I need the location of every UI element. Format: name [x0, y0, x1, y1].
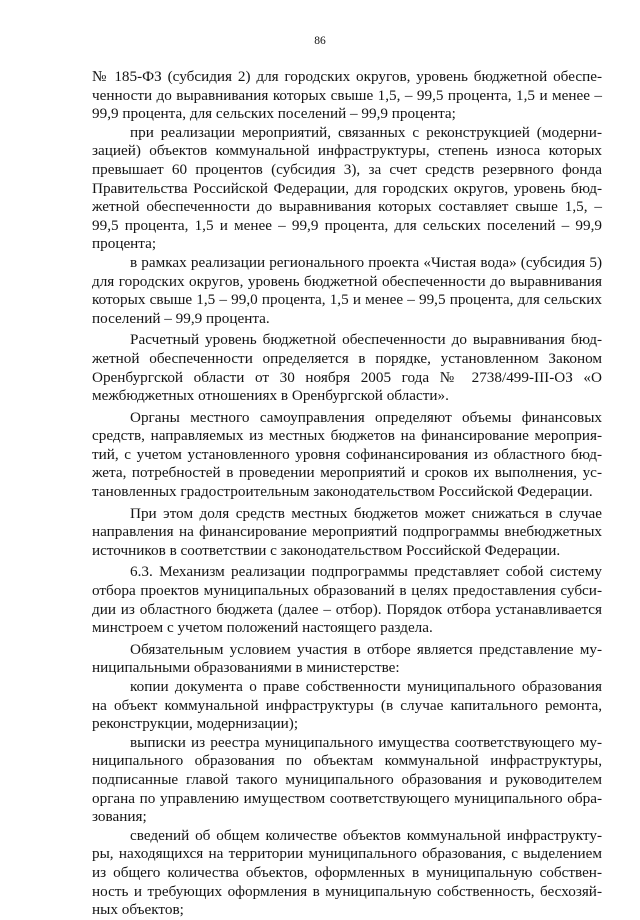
paragraph: Расчетный уровень бюджетной обеспеченности до выравнивания бюджетной обеспеченности определяется в порядке, установленном Законом Оренбургской области от 30 ноября 2005 года № 2738/499-III-ОЗ «О межбюджетных отношениях в Оренбургской области».	[92, 331, 602, 405]
paragraph: в рамках реализации регионального проекта «Чистая вода» (субсидия 5) для городских округов, уровень бюджетной обеспеченности до выравнивания которых свыше 1,5 – 99,0 процента, 1,5 и менее – 99,5 процента, для сельских поселений – 99,9 процента.	[92, 253, 602, 327]
paragraph: 6.3. Механизм реализации подпрограммы представляет собой систему отбора проектов муниципальных образований в целях предоставления субсидии из областного бюджета (далее – отбор). Порядок отбора устанавливается минстроем с учетом положений настоящего раздела.	[92, 563, 602, 637]
list-item: копии документа о праве собственности муниципального образования на объект коммунальной инфраструктуры (в случае капитального ремонта, реконструкции, модернизации);	[92, 678, 602, 733]
paragraph: при реализации мероприятий, связанных с реконструкцией (модернизацией) объектов коммунальной инфраструктуры, степень износа которых превышает 60 процентов (субсидия 3), за счет средств резервного фонда Правительства Российской Федерации, для городских округов, уровень бюджетной обеспеченности до выравнивания которых составляет свыше 1,5, – 99,5 процента, 1,5 и менее – 99,9 процента, для сельских поселений – 99,9 процента;	[92, 123, 602, 253]
list-item: выписки из реестра муниципального имущества соответствующего муниципального образования по объектам коммунальной инфраструктуры, подписанные главой такого муниципального образования и руководителем органа по управлению имуществом соответствующего муниципального образования;	[92, 733, 602, 826]
paragraph: № 185-ФЗ (субсидия 2) для городских округов, уровень бюджетной обеспеченности до выравнивания которых свыше 1,5, – 99,5 процента, 1,5 и менее – 99,9 процента, для сельских поселений – 99,9 процента;	[92, 68, 602, 123]
document-body	[92, 68, 602, 920]
paragraph: Органы местного самоуправления определяют объемы финансовых средств, направляемых из местных бюджетов на финансирование мероприятий, с учетом установленного уровня софинансирования из областного бюджета, потребностей в проведении мероприятий и сроков их выполнения, установленных градостроительным законодательством Российской Федерации.	[92, 408, 602, 501]
page-number: 86	[314, 35, 326, 47]
list-item: сведений об общем количестве объектов коммунальной инфраструктуры, находящихся на территории муниципального образования, с выделением из общего количества объектов, оформленных в муниципальную собственность и требующих оформления в муниципальную собственность, бесхозяйных объектов;	[92, 826, 602, 919]
paragraph: Обязательным условием участия в отборе является представление муниципальными образованиями в министерстве:	[92, 640, 602, 677]
paragraph: При этом доля средств местных бюджетов может снижаться в случае направления на финансирование мероприятий подпрограммы внебюджетных источников в соответствии с законодательством Российской Федерации.	[92, 504, 602, 559]
